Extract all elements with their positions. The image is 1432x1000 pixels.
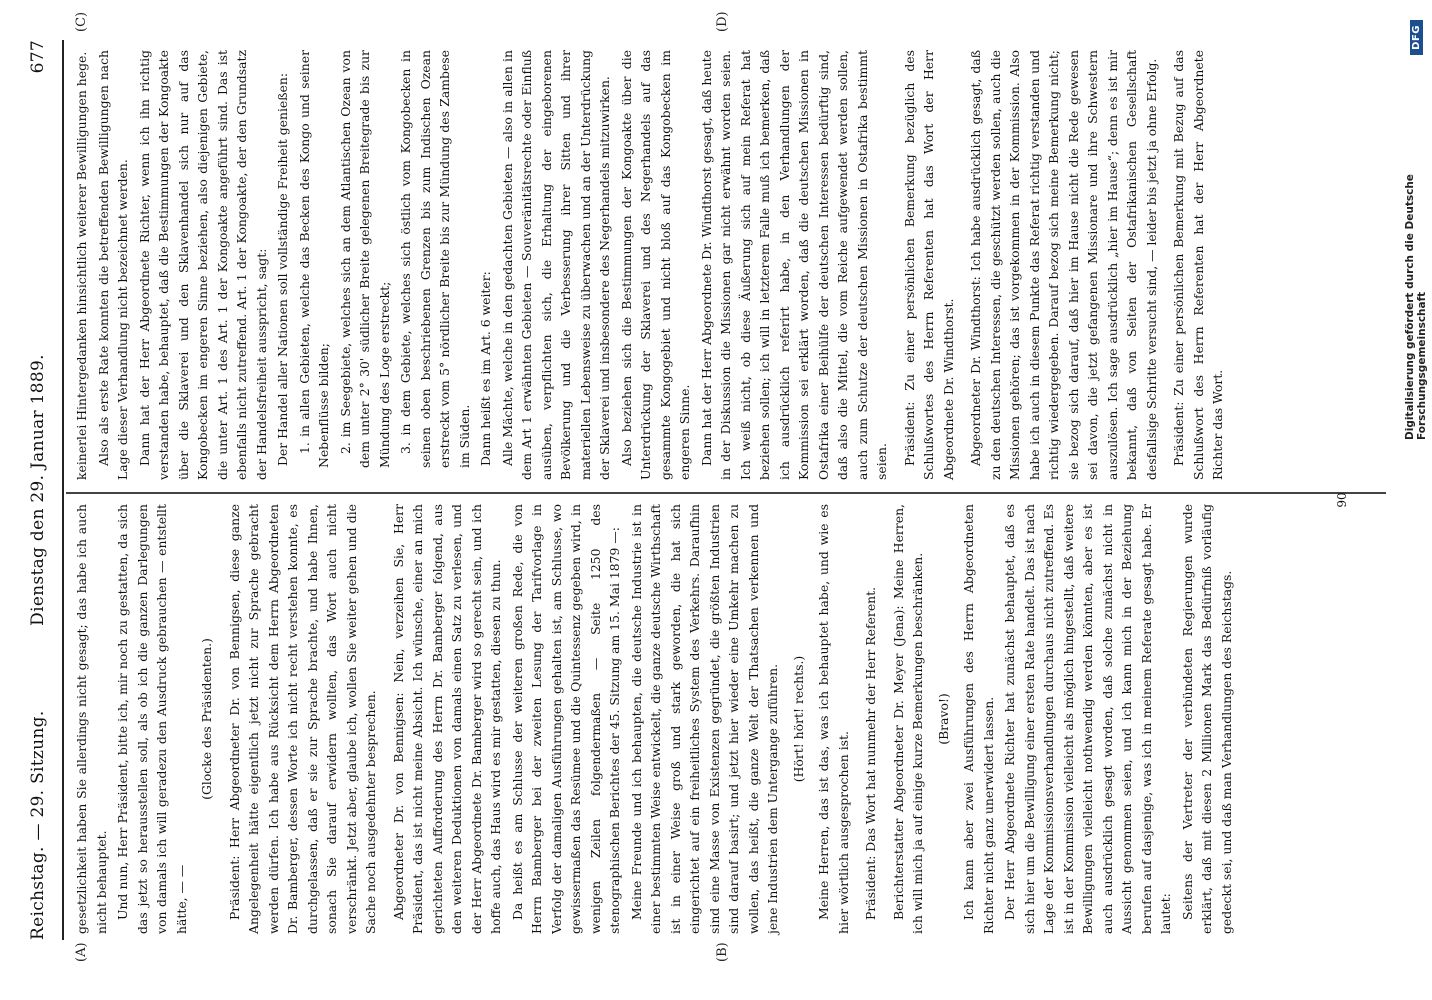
speech-bennigsen: Abgeordneter Dr. von Bennigsen: Nein, verzeihen Sie, Herr Präsident, das ist nicht meine Absicht. Ich wünsche, einer an mich gerichteten Aufforderung des Herrn Dr. Bamberger folgend, aus den weiteren Deduktionen von damals einen Satz zu verlesen, und der Herr Abgeordnete Dr. Bamberger wird so gerecht sein, und ich hoffe auch, das Haus wird es mir gestatten, diesen zu thun.	[390, 504, 503, 934]
stage-direction: (Hört! hört! rechts.)	[790, 655, 806, 783]
paragraph: keinerlei Hintergedanken hinsichtlich weiterer Bewilligungen hege.	[74, 51, 89, 480]
speech-president: Präsident: Das Wort hat nunmehr der Herr Referent.	[863, 586, 878, 920]
speech-meyer: Berichterstatter Abgeordneter Dr. Meyer (Jena): Meine Herren, ich will mich ja auf einige kurze Bemerkungen beschränken.	[890, 504, 925, 934]
speech-president: Präsident: Zu einer persönlichen Bemerkung bezüglich des Schlußwortes des Herrn Referenten hat das Wort der Herr Abgeordnete Dr. Windthorst.	[901, 50, 956, 480]
column-divider	[66, 493, 1386, 495]
stage-direction: (Glocke des Präsidenten.)	[199, 638, 214, 800]
page-header	[28, 40, 56, 940]
paragraph: Ich kann aber zwei Ausführungen des Herrn Abgeordneten Richter nicht ganz unerwidert lassen.	[961, 504, 996, 934]
paragraph: Der Handel aller Nationen soll vollständige Freiheit genießen:	[275, 72, 290, 466]
paragraph: Da heißt es am Schlusse der weiteren großen Rede, die von Herrn Bamberger bei der zweiten Lesung der Tarifvorlage in Verfolg der damaligen Ausführungen gehalten ist, am Schlusse, wo gewissermaßen das Resümee und die Quintessenz gegeben wird, in wenigen Zeilen folgendermaßen — Seite 1250 des stenographischen Berichtes der 45. Sitzung am 15. Mai 1879 —:	[509, 504, 622, 934]
paragraph: Der Herr Abgeordnete Richter hat zunächst behauptet, daß es sich hier um die Bewilligung einer ersten Rate handelt. Das ist nach Lage der Kommissionsverhandlungen durchaus nicht zutreffend. Es ist in der Kommission vielleicht als möglich hingestellt, daß weitere Bewilligungen vielleicht nothwendig werden könnten, aber es ist auch ausdrücklich gesagt worden, daß solche zunächst nicht in Aussicht genommen seien, und ich kann mich in der Beziehung berufen auf dasjenige, was ich in meinem Referate gesagt habe. Er lautet:	[1002, 504, 1173, 934]
paragraph: Meine Herren, das ist das, was ich behauptet habe, und wie es hier wörtlich ausgesprochen ist.	[816, 504, 851, 934]
list-item: 1. in allen Gebieten, welche das Becken des Kongo und seiner Nebenflüsse bilden;	[296, 50, 331, 468]
speech-president: Präsident: Herr Abgeordneter Dr. von Bennigsen, diese ganze Angelegenheit hätte eigentlich jetzt nicht zur Sprache gebracht werden dürfen. Ich habe aus Rücksicht dem Herrn Abgeordneten Dr. Bamberger, dessen Worte ich nicht recht verstehen konnte, es durchgelassen, daß er sie zur Sprache brachte, und habe Ihnen, sonach Sie darauf erwidern wollten, das Wort auch nicht verschränkt. Jetzt aber, glaube ich, wollen Sie weiter gehen und die Sache noch ausgedehnter besprechen.	[226, 504, 378, 934]
quotation: Seitens der Vertreter der verbündeten Regierungen wurde erklärt, daß mit diesen 2 Millionen Mark das Bedürfniß vorläufig gedeckt sei, und daß man Verhandlungen des Reichstags.	[1179, 504, 1234, 934]
right-column	[72, 50, 1230, 480]
quotation: Meine Freunde und ich behaupten, die deutsche Industrie ist in einer bestimmten Weise entwickelt, die ganze deutsche Wirthschaft ist in einer Weise groß und stark geworden, die hat sich eingerichtet auf ein freiheitliches System des Verkehrs. Daraufhin sind eine Masse von Existenzen gegründet, die größten Industrien sind darauf basirt; und jetzt hier wieder eine Umkehr machen zu wollen, das heißt, die ganze Welt der Thatsachen verkennen und jene Industrien dem Untergange zuführen.	[628, 504, 780, 934]
stage-direction: (Bravo!)	[935, 693, 951, 745]
paragraph: Also beziehen sich die Bestimmungen der Kongoakte über die Unterdrückung der Sklaverei und des Negerhandels auf das gesammte Kongogebiet und nicht bloß auf das Kongobecken im engeren Sinne.	[618, 50, 692, 480]
header-left: Reichstag. — 29. Sitzung.	[28, 710, 48, 940]
left-column	[72, 504, 1238, 934]
marker-a: (A)	[74, 942, 89, 962]
footer-credit-text: Digitalisierung gefördert durch die Deutsche Forschungsgemeinschaft	[1404, 174, 1428, 440]
paragraph: gesetzlichkeit haben Sie allerdings nicht gesagt; das habe ich auch nicht behauptet.	[74, 504, 109, 934]
header-date: Dienstag den 29. Januar 1889.	[28, 354, 48, 626]
list-item: 2. im Seegebiete, welches sich an dem Atlantischen Ozean von dem unter 2° 30' südlicher Breite gelegenen Breitegrade bis zur Mündung des Loge erstreckt;	[337, 50, 392, 468]
paragraph: Dann hat der Herr Abgeordnete Richter, wenn ich ihn richtig verstanden habe, behauptet, daß die Bestimmungen der Kongoakte über die Sklaverei und den Sklavenhandel sich nur auf das Kongobecken im engeren Sinne beziehen, also diejenigen Gebiete, die unter Art. 1 des Art. 1 der Kongoakte angeführt sind. Das ist ebenfalls nicht zutreffend. Art. 1 der Kongoakte, der den Grundsatz der Handelsfreiheit ausspricht, sagt:	[136, 50, 269, 480]
speech-president: Präsident: Zu einer persönlichen Bemerkung mit Bezug auf das Schlußwort des Herrn Referenten hat der Herr Abgeordnete Richter das Wort.	[1171, 50, 1225, 480]
marker-c: (C)	[74, 11, 89, 32]
speech-windthorst: Abgeordneter Dr. Windthorst: Ich habe ausdrücklich gesagt, daß zu den deutschen Interessen, die geschützt werden sollen, auch die Missionen gehören; das ist vorgekommen in der Kommission. Also habe ich auch in diesem Punkte das Referat richtig verstanden und richtig wiedergegeben. Darauf bezog sich meine Bemerkung nicht; sie bezog sich darauf, daß hier im Hause nicht die Rede gewesen sei davon, die jetzt gefangenen Missionare und ihre Schwestern auszulösen. Ich sage ausdrücklich „hier im Hause“; denn es ist mir bekannt, daß von Seiten der Ostafrikanischen Gesellschaft desfallsige Schritte versucht sind, — leider bis jetzt ja ohne Erfolg.	[968, 50, 1159, 480]
header-rule	[62, 40, 64, 940]
paragraph: Also als erste Rate konnten die betreffenden Bewilligungen nach Lage dieser Verhandlung nicht bezeichnet werden.	[95, 50, 130, 480]
dfg-logo: DFG	[1410, 20, 1423, 55]
paragraph: Dann heißt es im Art. 6 weiter:	[478, 271, 493, 466]
paragraph: Und nun, Herr Präsident, bitte ich, mir noch zu gestatten, da sich das jetzt so herausstellen soll, als ob ich die ganzen Darlegungen von damals ich will geradezu den Ausdruck gebrauchen — entstellt hätte, — —	[115, 504, 189, 934]
marker-b: (B)	[715, 942, 730, 962]
footer-credit	[1404, 20, 1428, 440]
paragraph: Dann hat der Herr Abgeordnete Dr. Windthorst gesagt, daß heute in der Diskussion die Missionen gar nicht erwähnt worden seien. Ich weiß nicht, ob diese Äußerung sich auf mein Referat hat beziehen sollen; ich will in letzterem Falle muß ich bemerken, daß ich ausdrücklich referirt habe, in den Verhandlungen der Kommission sei erklärt worden, daß die deutschen Missionen in Ostafrika einer Beihülfe der deutschen Interessen bedürftig sind, daß also die Mittel, die vom Reiche aufgewendet werden sollen, auch zum Schutze der deutschen Missionen in Ostafrika bestimmt seien.	[698, 50, 889, 480]
quotation: Alle Mächte, welche in den gedachten Gebieten — also in allen in dem Art 1 erwähnten Gebieten — Souveränitätsrechte oder Einfluß ausüben, verpflichten sich, die Erhaltung der eingeborenen Bevölkerung und die Verbesserung ihrer Sitten und ihrer materiellen Lebensweise zu überwachen und an der Unterdrückung der Sklaverei und insbesondere des Negerhandels mitzuwirken.	[499, 50, 612, 480]
page-number: 677	[28, 40, 48, 74]
list-item: 3. in dem Gebiete, welches sich östlich vom Kongobecken in seinen oben beschriebenen Grenzen bis zum Indischen Ozean erstreckt vom 5° nördlicher Breite bis zur Mündung des Zambese im Süden.	[398, 50, 472, 468]
marker-d: (D)	[715, 11, 730, 32]
page-signature: 90	[1335, 492, 1349, 508]
